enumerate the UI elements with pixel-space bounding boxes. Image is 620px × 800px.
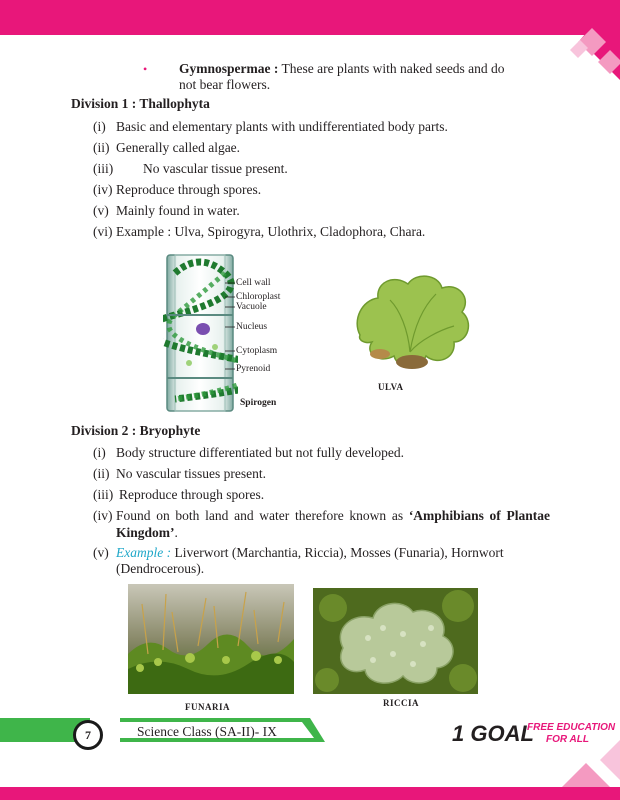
div2-item-2: No vascular tissues present. (116, 466, 266, 481)
example-label: Example : (116, 545, 172, 560)
div2-item-5-text: Liverwort (Marchantia, Riccia), Mosses (Funaria), Hornwort (174, 545, 504, 560)
label-nucleus: Nucleus (236, 322, 268, 332)
corner-decoration-bottom (540, 740, 620, 790)
brand-logo: 1 GOAL (452, 721, 534, 746)
div2-item-3: Reproduce through spores. (119, 487, 265, 502)
div1-num-4: (iv) (93, 182, 113, 197)
corner-decoration-top (540, 0, 620, 80)
div1-item-3: No vascular tissue present. (143, 161, 288, 176)
div2-item-5-line-1 (116, 544, 504, 561)
riccia-caption: RICCIA (383, 698, 420, 708)
gymno-text-1: These are plants with naked seeds and do (281, 61, 505, 76)
label-cytoplasm: Cytoplasm (236, 346, 278, 356)
div2-item-4-end: . (174, 525, 178, 540)
div1-item-1: Basic and elementary plants with undifferentiated body parts. (116, 119, 448, 134)
div1-item-4: Reproduce through spores. (116, 182, 262, 197)
spirogyra-caption: Spirogen (240, 398, 277, 408)
div2-item-5-line-2: (Dendrocerous). (116, 561, 205, 576)
div2-num-2: (ii) (93, 466, 110, 481)
label-pyrenoid: Pyrenoid (236, 364, 271, 374)
div1-num-2: (ii) (93, 140, 110, 155)
amphibians-term: ‘Amphibians of Plantae Kingdom’ (116, 508, 550, 540)
footer-bar (0, 787, 620, 800)
riccia-image (313, 588, 478, 694)
ulva-image (350, 270, 475, 378)
division2-heading: Division 2 : Bryophyte (71, 423, 201, 438)
div1-num-5: (v) (93, 203, 109, 218)
label-cell-wall: Cell wall (236, 278, 271, 288)
div1-item-5: Mainly found in water. (116, 203, 240, 218)
division1-heading: Division 1 : Thallophyta (71, 96, 210, 111)
page-number: 7 (73, 720, 103, 750)
bullet-icon: • (143, 62, 148, 76)
div1-item-2: Generally called algae. (116, 140, 241, 155)
brand-tagline-2: FOR ALL (546, 734, 589, 745)
funaria-image (128, 584, 294, 694)
div2-item-4-text: Found on both land and water therefore known as (116, 508, 404, 523)
gymno-term: Gymnospermae : (179, 61, 279, 76)
label-vacuole: Vacuole (236, 302, 267, 312)
brand-tagline-1: FREE EDUCATION (527, 722, 616, 733)
header-bar (0, 0, 620, 35)
gymno-text-2: not bear flowers. (179, 77, 271, 92)
label-chloroplast: Chloroplast (236, 292, 281, 302)
div2-num-4: (iv) (93, 508, 113, 523)
div2-num-1: (i) (93, 445, 106, 460)
funaria-caption: FUNARIA (185, 702, 230, 712)
div2-item-4 (116, 507, 550, 541)
div2-item-1: Body structure differentiated but not fully developed. (116, 445, 405, 460)
div2-num-5: (v) (93, 545, 109, 560)
class-label: Science Class (SA-II)- IX (137, 724, 277, 739)
div1-num-3: (iii) (93, 161, 114, 176)
div1-num-1: (i) (93, 119, 106, 134)
ulva-caption: ULVA (378, 382, 404, 392)
gymno-line-1 (179, 60, 505, 77)
div2-num-3: (iii) (93, 487, 114, 502)
div1-item-6: Example : Ulva, Spirogyra, Ulothrix, Cladophora, Chara. (116, 224, 426, 239)
div1-num-6: (vi) (93, 224, 113, 239)
